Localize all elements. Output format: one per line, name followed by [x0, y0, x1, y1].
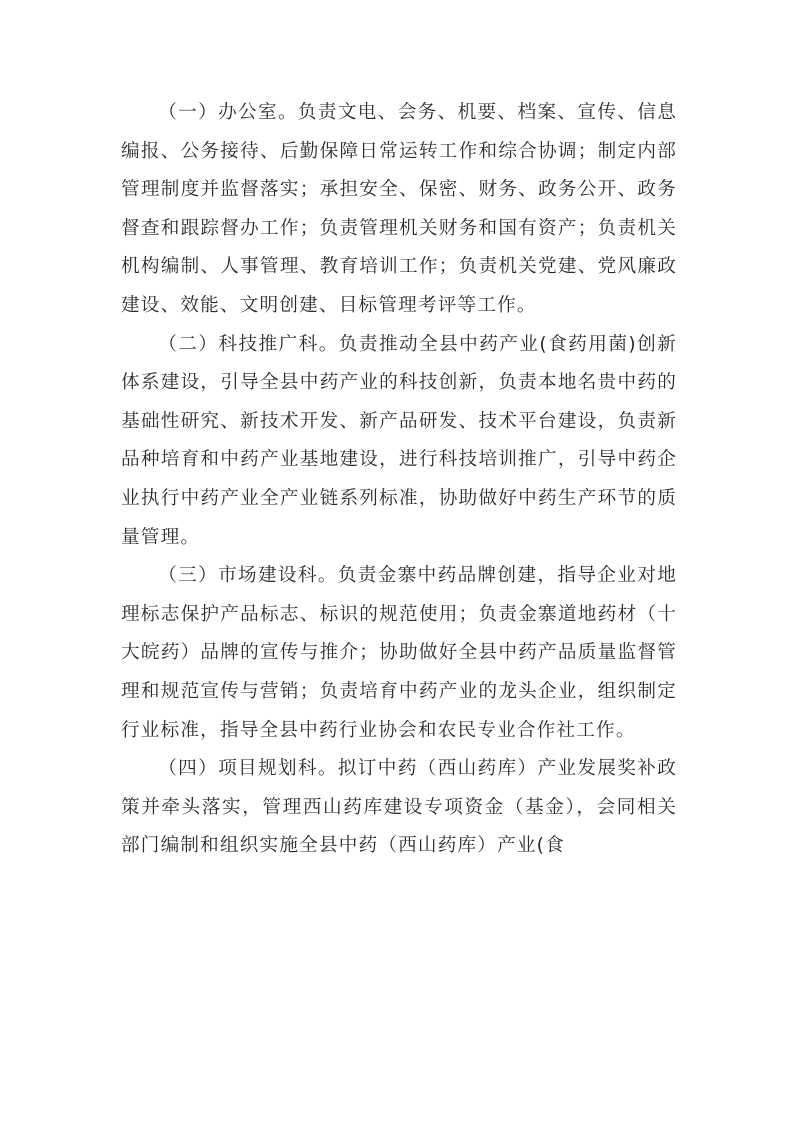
paragraph-tech-promotion: （二）科技推广科。负责推动全县中药产业(食药用菌)创新体系建设，引导全县中药产业的科技创新，负责本地名贵中药的基础性研究、新技术开发、新产品研发、技术平台建设，负责新品种培育和中药产业基地建设，进行科技培训推广，引导中药企业执行中药产业全产业链系列标准，协助做好中药生产环节的质量管理。 — [121, 333, 677, 548]
paragraph-market-building: （三）市场建设科。负责金寨中药品牌创建，指导企业对地理标志保护产品标志、标识的规范使用；负责金寨道地药材（十大皖药）品牌的宣传与推介；协助做好全县中药产品质量监督管理和规范宣传与营销；负责培育中药产业的龙头企业，组织制定行业标准，指导全县中药行业协会和农民专业合作社工作。 — [121, 565, 677, 741]
paragraph-office: （一）办公室。负责文电、会务、机要、档案、宣传、信息编报、公务接待、后勤保障日常运转工作和综合协调；制定内部管理制度并监督落实；承担安全、保密、财务、政务公开、政务督查和跟踪督办工作；负责管理机关财务和国有资产；负责机关机构编制、人事管理、教育培训工作；负责机关党建、党风廉政建设、效能、文明创建、目标管理考评等工作。 — [121, 102, 677, 316]
paragraph-project-planning: （四）项目规划科。拟订中药（西山药库）产业发展奖补政策并牵头落实，管理西山药库建设专项资金（基金），会同相关部门编制和组织实施全县中药（西山药库）产业(食 — [121, 758, 677, 857]
document-body — [121, 94, 677, 866]
